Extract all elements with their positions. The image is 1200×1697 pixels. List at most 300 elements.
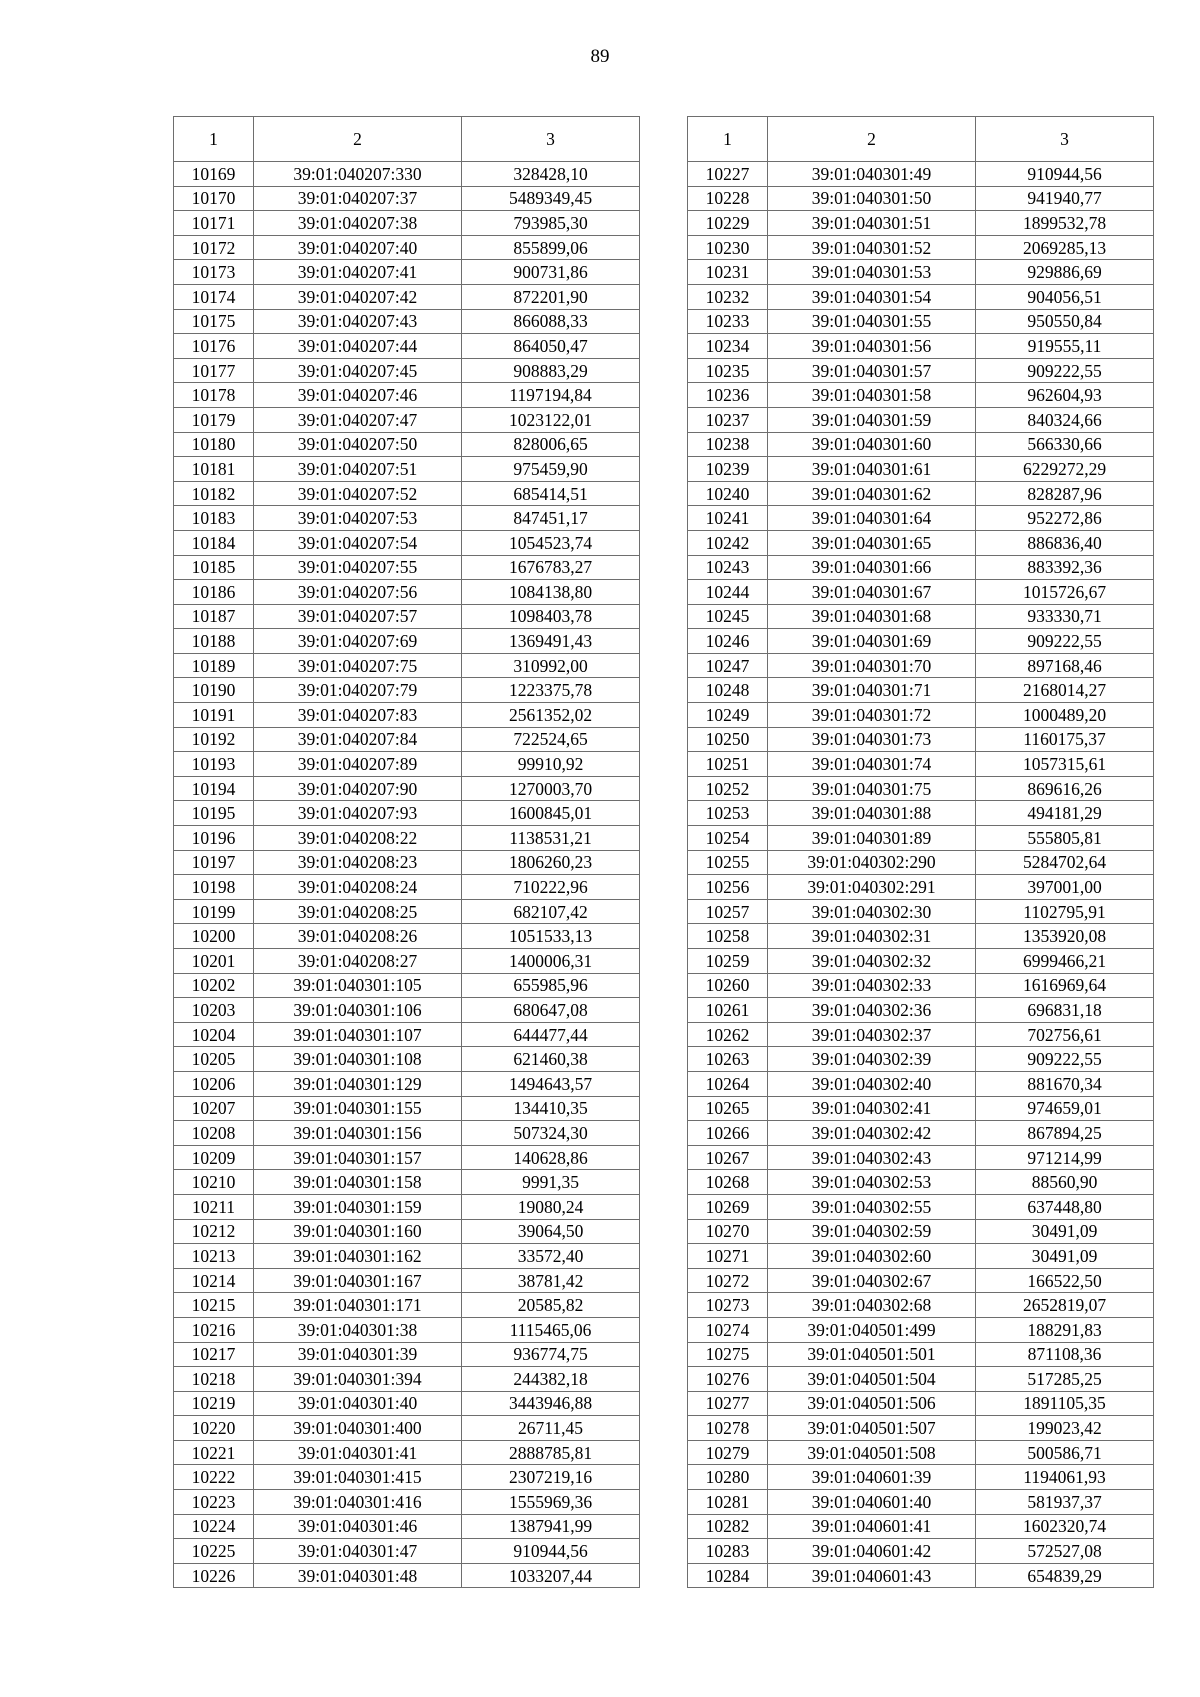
- table-row: [174, 1514, 640, 1539]
- cadastral-number-cell: 39:01:040302:31: [768, 924, 976, 949]
- table-row: [174, 334, 640, 359]
- row-number-cell: 10193: [174, 752, 254, 777]
- value-cell: 1555969,36: [462, 1490, 640, 1515]
- row-number-cell: 10237: [688, 407, 768, 432]
- row-number-cell: 10240: [688, 481, 768, 506]
- row-number-cell: 10223: [174, 1490, 254, 1515]
- row-number-cell: 10247: [688, 653, 768, 678]
- cadastral-number-cell: 39:01:040302:55: [768, 1194, 976, 1219]
- cadastral-number-cell: 39:01:040207:50: [254, 432, 462, 457]
- value-cell: 909222,55: [976, 629, 1154, 654]
- value-cell: 581937,37: [976, 1490, 1154, 1515]
- cadastral-number-cell: 39:01:040302:37: [768, 1022, 976, 1047]
- value-cell: 1102795,91: [976, 899, 1154, 924]
- cadastral-number-cell: 39:01:040207:40: [254, 235, 462, 260]
- table-row: [174, 1244, 640, 1269]
- cadastral-number-cell: 39:01:040207:69: [254, 629, 462, 654]
- row-number-cell: 10213: [174, 1244, 254, 1269]
- row-number-cell: 10171: [174, 211, 254, 236]
- cadastral-number-cell: 39:01:040302:36: [768, 998, 976, 1023]
- table-row: [174, 973, 640, 998]
- row-number-cell: 10175: [174, 309, 254, 334]
- cadastral-number-cell: 39:01:040207:38: [254, 211, 462, 236]
- cadastral-number-cell: 39:01:040501:508: [768, 1440, 976, 1465]
- row-number-cell: 10221: [174, 1440, 254, 1465]
- cadastral-number-cell: 39:01:040301:52: [768, 235, 976, 260]
- row-number-cell: 10228: [688, 186, 768, 211]
- value-cell: 1494643,57: [462, 1071, 640, 1096]
- value-cell: 6229272,29: [976, 457, 1154, 482]
- row-number-cell: 10173: [174, 260, 254, 285]
- table-row: [174, 1170, 640, 1195]
- row-number-cell: 10283: [688, 1539, 768, 1564]
- cadastral-number-cell: 39:01:040301:70: [768, 653, 976, 678]
- table-row: [174, 432, 640, 457]
- value-cell: 39064,50: [462, 1219, 640, 1244]
- table-row: [688, 629, 1154, 654]
- cadastral-number-cell: 39:01:040207:93: [254, 801, 462, 826]
- row-number-cell: 10197: [174, 850, 254, 875]
- table-row: [174, 727, 640, 752]
- cadastral-number-cell: 39:01:040501:506: [768, 1391, 976, 1416]
- row-number-cell: 10182: [174, 481, 254, 506]
- value-cell: 1054523,74: [462, 530, 640, 555]
- row-number-cell: 10217: [174, 1342, 254, 1367]
- cadastral-number-cell: 39:01:040301:51: [768, 211, 976, 236]
- cadastral-number-cell: 39:01:040301:60: [768, 432, 976, 457]
- table-row: [688, 1490, 1154, 1515]
- cadastral-number-cell: 39:01:040301:67: [768, 580, 976, 605]
- value-cell: 1051533,13: [462, 924, 640, 949]
- table-row: [174, 284, 640, 309]
- row-number-cell: 10207: [174, 1096, 254, 1121]
- value-cell: 710222,96: [462, 875, 640, 900]
- table-row: [688, 653, 1154, 678]
- row-number-cell: 10216: [174, 1317, 254, 1342]
- column-header-1: 1: [174, 117, 254, 162]
- table-row: [174, 1071, 640, 1096]
- value-cell: 828006,65: [462, 432, 640, 457]
- row-number-cell: 10170: [174, 186, 254, 211]
- table-row: [174, 875, 640, 900]
- table-row: [174, 457, 640, 482]
- table-row: [174, 1268, 640, 1293]
- table-row: [688, 186, 1154, 211]
- row-number-cell: 10265: [688, 1096, 768, 1121]
- table-row: [688, 1416, 1154, 1441]
- value-cell: 1115465,06: [462, 1317, 640, 1342]
- value-cell: 975459,90: [462, 457, 640, 482]
- row-number-cell: 10257: [688, 899, 768, 924]
- value-cell: 621460,38: [462, 1047, 640, 1072]
- table-body-right: [688, 162, 1154, 1588]
- table-row: [688, 1514, 1154, 1539]
- cadastral-number-cell: 39:01:040301:64: [768, 506, 976, 531]
- value-cell: 680647,08: [462, 998, 640, 1023]
- row-number-cell: 10192: [174, 727, 254, 752]
- value-cell: 1098403,78: [462, 604, 640, 629]
- value-cell: 1033207,44: [462, 1563, 640, 1588]
- cadastral-number-cell: 39:01:040301:62: [768, 481, 976, 506]
- row-number-cell: 10229: [688, 211, 768, 236]
- row-number-cell: 10212: [174, 1219, 254, 1244]
- column-header-2: 2: [254, 117, 462, 162]
- row-number-cell: 10218: [174, 1367, 254, 1392]
- table-row: [174, 383, 640, 408]
- table-row: [688, 998, 1154, 1023]
- table-row: [688, 1244, 1154, 1269]
- row-number-cell: 10194: [174, 776, 254, 801]
- row-number-cell: 10239: [688, 457, 768, 482]
- row-number-cell: 10196: [174, 826, 254, 851]
- row-number-cell: 10174: [174, 284, 254, 309]
- row-number-cell: 10275: [688, 1342, 768, 1367]
- row-number-cell: 10179: [174, 407, 254, 432]
- row-number-cell: 10202: [174, 973, 254, 998]
- cadastral-number-cell: 39:01:040302:40: [768, 1071, 976, 1096]
- value-cell: 840324,66: [976, 407, 1154, 432]
- table-row: [174, 1342, 640, 1367]
- table-row: [688, 1268, 1154, 1293]
- value-cell: 1084138,80: [462, 580, 640, 605]
- cadastral-number-cell: 39:01:040302:290: [768, 850, 976, 875]
- table-row: [174, 850, 640, 875]
- row-number-cell: 10222: [174, 1465, 254, 1490]
- cadastral-number-cell: 39:01:040208:25: [254, 899, 462, 924]
- value-cell: 328428,10: [462, 162, 640, 187]
- cadastral-number-cell: 39:01:040301:66: [768, 555, 976, 580]
- value-cell: 909222,55: [976, 1047, 1154, 1072]
- table-row: [688, 1391, 1154, 1416]
- value-cell: 1197194,84: [462, 383, 640, 408]
- value-cell: 793985,30: [462, 211, 640, 236]
- cadastral-number-cell: 39:01:040301:71: [768, 678, 976, 703]
- cadastral-number-cell: 39:01:040301:48: [254, 1563, 462, 1588]
- row-number-cell: 10253: [688, 801, 768, 826]
- value-cell: 30491,09: [976, 1219, 1154, 1244]
- row-number-cell: 10281: [688, 1490, 768, 1515]
- table-row: [174, 309, 640, 334]
- value-cell: 134410,35: [462, 1096, 640, 1121]
- table-row: [688, 1071, 1154, 1096]
- cadastral-number-cell: 39:01:040207:83: [254, 703, 462, 728]
- cadastral-number-cell: 39:01:040301:160: [254, 1219, 462, 1244]
- row-number-cell: 10271: [688, 1244, 768, 1269]
- value-cell: 30491,09: [976, 1244, 1154, 1269]
- cadastral-number-cell: 39:01:040301:89: [768, 826, 976, 851]
- value-cell: 2069285,13: [976, 235, 1154, 260]
- value-cell: 886836,40: [976, 530, 1154, 555]
- row-number-cell: 10205: [174, 1047, 254, 1072]
- value-cell: 971214,99: [976, 1145, 1154, 1170]
- table-row: [174, 235, 640, 260]
- cadastral-number-cell: 39:01:040301:129: [254, 1071, 462, 1096]
- row-number-cell: 10279: [688, 1440, 768, 1465]
- table-row: [174, 1145, 640, 1170]
- row-number-cell: 10282: [688, 1514, 768, 1539]
- cadastral-number-cell: 39:01:040207:52: [254, 481, 462, 506]
- value-cell: 871108,36: [976, 1342, 1154, 1367]
- row-number-cell: 10264: [688, 1071, 768, 1096]
- value-cell: 867894,25: [976, 1121, 1154, 1146]
- row-number-cell: 10246: [688, 629, 768, 654]
- value-cell: 20585,82: [462, 1293, 640, 1318]
- value-cell: 244382,18: [462, 1367, 640, 1392]
- table-right: [687, 116, 1154, 1588]
- row-number-cell: 10219: [174, 1391, 254, 1416]
- cadastral-number-cell: 39:01:040301:58: [768, 383, 976, 408]
- row-number-cell: 10277: [688, 1391, 768, 1416]
- cadastral-number-cell: 39:01:040301:54: [768, 284, 976, 309]
- row-number-cell: 10210: [174, 1170, 254, 1195]
- table-body-left: [174, 162, 640, 1588]
- table-row: [688, 284, 1154, 309]
- row-number-cell: 10274: [688, 1317, 768, 1342]
- cadastral-number-cell: 39:01:040301:39: [254, 1342, 462, 1367]
- cadastral-number-cell: 39:01:040208:27: [254, 949, 462, 974]
- value-cell: 199023,42: [976, 1416, 1154, 1441]
- table-row: [688, 1563, 1154, 1588]
- table-row: [688, 162, 1154, 187]
- row-number-cell: 10200: [174, 924, 254, 949]
- cadastral-number-cell: 39:01:040207:330: [254, 162, 462, 187]
- row-number-cell: 10280: [688, 1465, 768, 1490]
- table-row: [174, 1367, 640, 1392]
- row-number-cell: 10184: [174, 530, 254, 555]
- page-number: 89: [590, 46, 610, 67]
- value-cell: 696831,18: [976, 998, 1154, 1023]
- table-row: [688, 432, 1154, 457]
- table-row: [174, 678, 640, 703]
- row-number-cell: 10172: [174, 235, 254, 260]
- table-row: [688, 1145, 1154, 1170]
- table-row: [174, 162, 640, 187]
- row-number-cell: 10181: [174, 457, 254, 482]
- cadastral-number-cell: 39:01:040301:40: [254, 1391, 462, 1416]
- value-cell: 2307219,16: [462, 1465, 640, 1490]
- cadastral-number-cell: 39:01:040301:158: [254, 1170, 462, 1195]
- value-cell: 1806260,23: [462, 850, 640, 875]
- cadastral-number-cell: 39:01:040302:41: [768, 1096, 976, 1121]
- value-cell: 909222,55: [976, 358, 1154, 383]
- row-number-cell: 10243: [688, 555, 768, 580]
- value-cell: 1602320,74: [976, 1514, 1154, 1539]
- cadastral-number-cell: 39:01:040207:79: [254, 678, 462, 703]
- table-row: [688, 211, 1154, 236]
- value-cell: 1600845,01: [462, 801, 640, 826]
- row-number-cell: 10225: [174, 1539, 254, 1564]
- value-cell: 881670,34: [976, 1071, 1154, 1096]
- value-cell: 38781,42: [462, 1268, 640, 1293]
- value-cell: 88560,90: [976, 1170, 1154, 1195]
- table-row: [688, 407, 1154, 432]
- value-cell: 872201,90: [462, 284, 640, 309]
- table-row: [688, 1219, 1154, 1244]
- value-cell: 1616969,64: [976, 973, 1154, 998]
- table-row: [688, 899, 1154, 924]
- cadastral-number-cell: 39:01:040207:90: [254, 776, 462, 801]
- table-row: [174, 1563, 640, 1588]
- row-number-cell: 10224: [174, 1514, 254, 1539]
- value-cell: 1353920,08: [976, 924, 1154, 949]
- header-row: [688, 117, 1154, 162]
- cadastral-number-cell: 39:01:040207:37: [254, 186, 462, 211]
- row-number-cell: 10256: [688, 875, 768, 900]
- table-row: [174, 580, 640, 605]
- row-number-cell: 10230: [688, 235, 768, 260]
- row-number-cell: 10178: [174, 383, 254, 408]
- cadastral-number-cell: 39:01:040302:30: [768, 899, 976, 924]
- cadastral-number-cell: 39:01:040207:55: [254, 555, 462, 580]
- value-cell: 936774,75: [462, 1342, 640, 1367]
- cadastral-number-cell: 39:01:040208:23: [254, 850, 462, 875]
- row-number-cell: 10206: [174, 1071, 254, 1096]
- table-row: [174, 506, 640, 531]
- row-number-cell: 10187: [174, 604, 254, 629]
- table-row: [688, 235, 1154, 260]
- row-number-cell: 10255: [688, 850, 768, 875]
- value-cell: 99910,92: [462, 752, 640, 777]
- value-cell: 866088,33: [462, 309, 640, 334]
- row-number-cell: 10262: [688, 1022, 768, 1047]
- row-number-cell: 10248: [688, 678, 768, 703]
- table-row: [688, 1367, 1154, 1392]
- row-number-cell: 10185: [174, 555, 254, 580]
- value-cell: 1023122,01: [462, 407, 640, 432]
- cadastral-number-cell: 39:01:040302:67: [768, 1268, 976, 1293]
- row-number-cell: 10266: [688, 1121, 768, 1146]
- column-header-2: 2: [768, 117, 976, 162]
- value-cell: 828287,96: [976, 481, 1154, 506]
- table-row: [688, 1539, 1154, 1564]
- row-number-cell: 10241: [688, 506, 768, 531]
- cadastral-number-cell: 39:01:040301:47: [254, 1539, 462, 1564]
- cadastral-number-cell: 39:01:040301:400: [254, 1416, 462, 1441]
- cadastral-number-cell: 39:01:040301:415: [254, 1465, 462, 1490]
- table-row: [174, 703, 640, 728]
- cadastral-number-cell: 39:01:040301:38: [254, 1317, 462, 1342]
- cadastral-number-cell: 39:01:040207:43: [254, 309, 462, 334]
- table-row: [174, 1490, 640, 1515]
- value-cell: 19080,24: [462, 1194, 640, 1219]
- cadastral-number-cell: 39:01:040301:75: [768, 776, 976, 801]
- value-cell: 910944,56: [462, 1539, 640, 1564]
- table-row: [688, 1022, 1154, 1047]
- table-row: [688, 1342, 1154, 1367]
- value-cell: 2888785,81: [462, 1440, 640, 1465]
- row-number-cell: 10227: [688, 162, 768, 187]
- column-header-3: 3: [976, 117, 1154, 162]
- row-number-cell: 10263: [688, 1047, 768, 1072]
- value-cell: 869616,26: [976, 776, 1154, 801]
- table-row: [688, 776, 1154, 801]
- table-row: [688, 530, 1154, 555]
- table-row: [688, 1194, 1154, 1219]
- value-cell: 897168,46: [976, 653, 1154, 678]
- row-number-cell: 10245: [688, 604, 768, 629]
- row-number-cell: 10201: [174, 949, 254, 974]
- row-number-cell: 10209: [174, 1145, 254, 1170]
- row-number-cell: 10284: [688, 1563, 768, 1588]
- cadastral-number-cell: 39:01:040301:57: [768, 358, 976, 383]
- row-number-cell: 10180: [174, 432, 254, 457]
- row-number-cell: 10198: [174, 875, 254, 900]
- row-number-cell: 10211: [174, 1194, 254, 1219]
- value-cell: 500586,71: [976, 1440, 1154, 1465]
- row-number-cell: 10199: [174, 899, 254, 924]
- table-row: [688, 949, 1154, 974]
- value-cell: 1891105,35: [976, 1391, 1154, 1416]
- table-row: [174, 899, 640, 924]
- cadastral-number-cell: 39:01:040302:59: [768, 1219, 976, 1244]
- table-row: [688, 358, 1154, 383]
- row-number-cell: 10233: [688, 309, 768, 334]
- table-row: [174, 1391, 640, 1416]
- row-number-cell: 10269: [688, 1194, 768, 1219]
- value-cell: 494181,29: [976, 801, 1154, 826]
- cadastral-number-cell: 39:01:040301:105: [254, 973, 462, 998]
- cadastral-number-cell: 39:01:040301:394: [254, 1367, 462, 1392]
- table-row: [174, 1465, 640, 1490]
- cadastral-number-cell: 39:01:040601:42: [768, 1539, 976, 1564]
- value-cell: 847451,17: [462, 506, 640, 531]
- cadastral-number-cell: 39:01:040302:33: [768, 973, 976, 998]
- cadastral-number-cell: 39:01:040301:88: [768, 801, 976, 826]
- cadastral-number-cell: 39:01:040207:56: [254, 580, 462, 605]
- cadastral-number-cell: 39:01:040301:171: [254, 1293, 462, 1318]
- cadastral-number-cell: 39:01:040301:108: [254, 1047, 462, 1072]
- table-row: [688, 555, 1154, 580]
- cadastral-number-cell: 39:01:040501:499: [768, 1317, 976, 1342]
- table-row: [174, 481, 640, 506]
- cadastral-number-cell: 39:01:040301:155: [254, 1096, 462, 1121]
- cadastral-number-cell: 39:01:040301:50: [768, 186, 976, 211]
- table-row: [688, 678, 1154, 703]
- cadastral-number-cell: 39:01:040301:53: [768, 260, 976, 285]
- cadastral-number-cell: 39:01:040601:40: [768, 1490, 976, 1515]
- row-number-cell: 10226: [174, 1563, 254, 1588]
- cadastral-number-cell: 39:01:040301:61: [768, 457, 976, 482]
- value-cell: 1270003,70: [462, 776, 640, 801]
- table-row: [688, 260, 1154, 285]
- row-number-cell: 10238: [688, 432, 768, 457]
- row-number-cell: 10220: [174, 1416, 254, 1441]
- table-row: [174, 530, 640, 555]
- value-cell: 33572,40: [462, 1244, 640, 1269]
- header-row: [174, 117, 640, 162]
- row-number-cell: 10276: [688, 1367, 768, 1392]
- table-row: [688, 1096, 1154, 1121]
- row-number-cell: 10252: [688, 776, 768, 801]
- row-number-cell: 10195: [174, 801, 254, 826]
- cadastral-number-cell: 39:01:040301:416: [254, 1490, 462, 1515]
- value-cell: 166522,50: [976, 1268, 1154, 1293]
- table-row: [688, 875, 1154, 900]
- value-cell: 397001,00: [976, 875, 1154, 900]
- row-number-cell: 10261: [688, 998, 768, 1023]
- cadastral-number-cell: 39:01:040301:156: [254, 1121, 462, 1146]
- cadastral-number-cell: 39:01:040301:65: [768, 530, 976, 555]
- table-row: [688, 481, 1154, 506]
- value-cell: 1194061,93: [976, 1465, 1154, 1490]
- table-row: [174, 260, 640, 285]
- value-cell: 3443946,88: [462, 1391, 640, 1416]
- column-header-3: 3: [462, 117, 640, 162]
- value-cell: 685414,51: [462, 481, 640, 506]
- row-number-cell: 10231: [688, 260, 768, 285]
- value-cell: 929886,69: [976, 260, 1154, 285]
- row-number-cell: 10244: [688, 580, 768, 605]
